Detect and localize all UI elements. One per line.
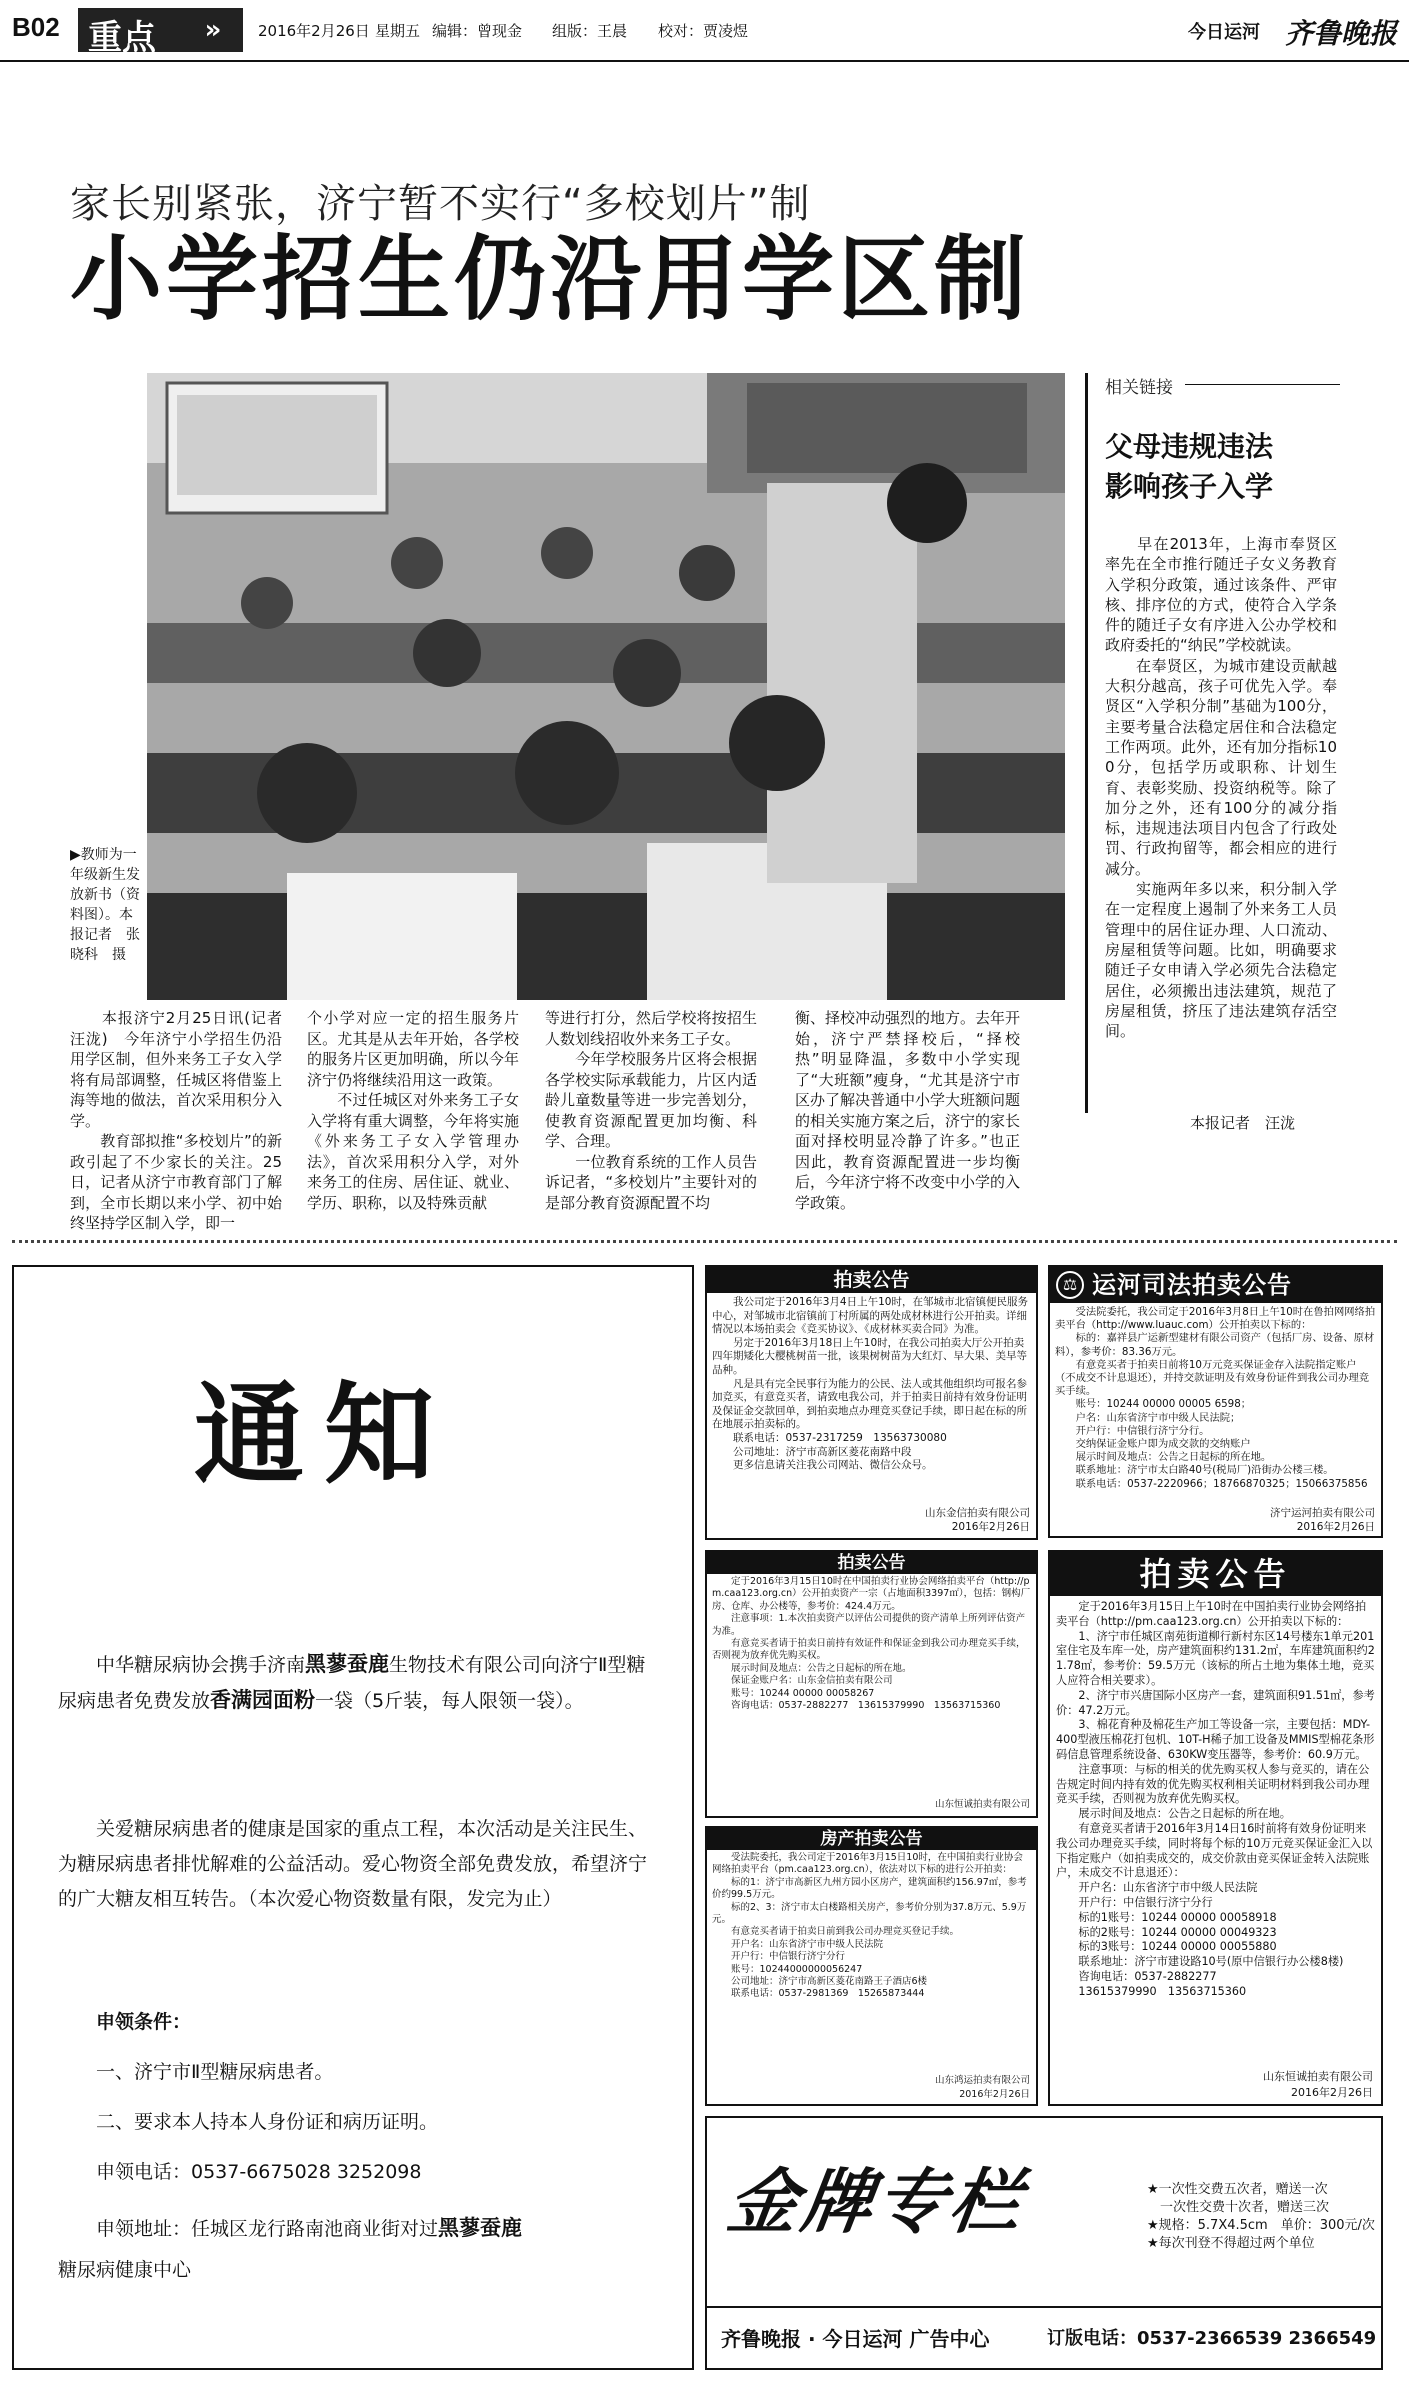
auction-ad-1	[705, 1265, 1038, 1540]
gold-column-title: 金牌专栏	[722, 2160, 1031, 2243]
article-kicker: 家长别紧张，济宁暂不实行“多校划片”制	[70, 181, 811, 227]
notice-condition-1: 一、济宁市Ⅱ型糖尿病患者。	[96, 2061, 334, 2083]
auction-ad-3	[705, 1550, 1038, 1818]
article-col-3: 等进行打分，然后学校将按招生人数划线招收外来务工子女。 今年学校服务片区将会根据各学校实际承载能力，片区内适龄儿童数量等进一步完善划分，使教育资源配置更加均衡、科学、合理。 一位教育系统的工作人员告诉记者，“多校划片”主要针对的是部分教育资源配置不均	[545, 1009, 757, 1212]
article-col-2: 个小学对应一定的招生服务片区。尤其是从去年开始，各学校的服务片区更加明确，所以今年济宁仍将继续沿用这一政策。 不过任城区对外来务工子女入学将有重大调整，今年将实施《外来务工子女入学管理办法》，首次采用积分入学，对外来务工的住房、居住证、就业、学历、职称，以及特殊贡献	[307, 1009, 519, 1212]
gold-column-line-1: ★一次性交费五次者，赠送一次	[1147, 2182, 1328, 2197]
header-section-right: 今日运河	[1188, 22, 1260, 43]
auction-ad-1-body: 我公司定于2016年3月4日上午10时，在邹城市北宿镇便民服务中心，对邹城市北宿镇前丁村所属的两处成材林进行公开拍卖。详细情况以本场拍卖会《竞买协议》、《成材林买卖合同》为准。 另定于2016年3月18日上午10时，在我公司拍卖大厅公开拍卖四年期矮化大樱桃树苗一批，该果树树苗为大红灯、早大果、美早等品种。 凡是具有完全民事行为能力的公民、法人或其他组织均可报名参加竞买，有意竞买者，请致电我公司，并于拍卖日前持有效身份证明及保证金交款回单，到拍卖地点办理竞买登记手续，即日起在标的所在地展示拍卖标的。 联系电话：0537-2317259 13563730080 公司地址：济宁市高新区菱花南路中段 更多信息请关注我公司网站、微信公众号。	[712, 1296, 1028, 1472]
judicial-auction-ad-title: 运河司法拍卖公告	[1092, 1271, 1292, 1299]
property-auction-ad	[705, 1826, 1038, 2106]
property-auction-ad-date: 2016年2月26日	[959, 2089, 1030, 2100]
notice-address: 申领地址：任城区龙行路南池商业街对过黑蓼蚕鹿	[96, 2216, 523, 2240]
gold-column-line-2: 一次性交费十次者，赠送三次	[1147, 2200, 1330, 2215]
notice-paragraph-1: 中华糖尿病协会携手济南黑蓼蚕鹿生物技术有限公司向济宁Ⅱ型糖尿病患者免费发放香满园面粉一袋（5斤装，每人限领一袋）。	[58, 1652, 646, 1712]
page-number: B02	[12, 12, 60, 42]
notice-ad	[12, 1265, 694, 2370]
header-date: 2016年2月26日	[258, 22, 370, 40]
notice-condition-title: 申领条件：	[96, 2011, 192, 2033]
sidebar-byline: 本报记者 汪泷	[1190, 1114, 1296, 1132]
page-header	[0, 0, 1409, 60]
property-auction-ad-title: 房产拍卖公告	[707, 1828, 1036, 1850]
judicial-auction-ad-body: 受法院委托，我公司定于2016年3月8日上午10时在鲁拍网网络拍卖平台（http://www.luauc.com）公开拍卖以下标的： 标的：嘉祥县广运新型建材有限公司资产（包括厂房、设备、原材料），参考价：83.36万元。 有意竞买者于拍卖日前将10万元竞买保证金存入法院指定账户（不成交不计息退还），并持交款证明及有效身份证件到我公司办理竞买手续。 账号：10244 00000 00005 6598； 户名：山东省济宁市中级人民法院； 开户行：中信银行济宁分行。 交纳保证金账户即为成交款的交纳账户 展示时间及地点：公告之日起标的所在地。 联系地址：济宁市太白路40号(税局厂)沿街办公楼三楼。 联系电话：0537-2220966；18766870325；15066375856	[1055, 1306, 1376, 1490]
gavel-icon: ⚖	[1056, 1271, 1084, 1299]
auction-ad-3-body: 定于2016年3月15日10时在中国拍卖行业协会网络拍卖平台（http://pm.caa123.org.cn）公开拍卖资产一宗（占地面积3397㎡），包括：钢构厂房、仓库、办公楼等，参考价：424.4万元。 注意事项：1.本次拍卖资产以评估公司提供的资产清单上所列评估资产为准。 有意竞买者请于拍卖日前持有效证件和保证金到我公司办理竞买手续，否则视为放弃优先购买权。 展示时间及地点：公告之日起标的所在地。 保证金账户名：山东金信拍卖有限公司 账号：10244 00000 00058267 咨询电话：0537-2882277 13615379990 13563715360	[712, 1576, 1031, 1712]
property-auction-ad-sign: 山东鸿运拍卖有限公司	[934, 2075, 1030, 2086]
section-label: 重点	[88, 18, 156, 58]
sidebar-body: 早在2013年，上海市奉贤区率先在全市推行随迁子女义务教育入学积分政策，通过该条件、严审核、排序位的方式，使符合入学条件的随迁子女有序进入公办学校和政府委托的“纳民”学校就读。 在奉贤区，为城市建设贡献越大积分越高，孩子可优先入学。奉贤区“入学积分制”基础为100分，主要考量合法稳定居住和合法稳定工作两项。此外，还有加分指标100分，包括学历或职称、计划生育、表彰奖励、投资纳税等。除了加分之外，还有100分的减分指标，违规违法项目内包含了行政处罚、行政拘留等，都会相应的进行减分。 实施两年多以来，积分制入学在一定程度上遏制了外来务工人员管理中的居住证办理、人口流动、房屋租赁等问题。比如，明确要求随迁子女申请入学必须先合法稳定居住，必须搬出违法建筑，规范了房屋租赁，挤压了违法建筑存活空间。	[1105, 535, 1337, 1041]
judicial-auction-ad-date: 2016年2月26日	[1296, 1521, 1375, 1533]
gold-column-ad	[705, 2116, 1383, 2370]
ad-center-footer: 齐鲁晚报 · 今日运河 广告中心	[721, 2327, 990, 2351]
sidebar-rule	[1085, 373, 1088, 1113]
article-headline: 小学招生仍沿用学区制	[70, 226, 1031, 333]
judicial-auction-ad-sign: 济宁运河拍卖有限公司	[1270, 1507, 1375, 1519]
header-layout: 组版：王晨	[552, 22, 628, 40]
auction-ad-5	[1048, 1550, 1383, 2106]
paper-logo: 齐鲁晚报	[1285, 17, 1398, 50]
header-proof: 校对：贾凌煜	[658, 22, 749, 40]
auction-ad-5-title: 拍卖公告	[1050, 1552, 1381, 1596]
sidebar-title-2: 影响孩子入学	[1105, 470, 1274, 503]
ad-center-phone: 订版电话：0537-2366539 2366549	[1047, 2328, 1377, 2349]
article-col-1: 本报济宁2月25日讯(记者 汪泷) 今年济宁小学招生仍沿用学区制，但外来务工子女入学将有局部调整，任城区将借鉴上海等地的做法，首次采用积分入学。 教育部拟推“多校划片”的新政引起了不少家长的关注。25日，记者从济宁市教育部门了解到，全市长期以来小学、初中始终坚持学区制入学，即一	[70, 1009, 282, 1232]
photo-caption: ▶教师为一年级新生发放新书（资料图）。本报记者 张晓科 摄	[70, 847, 140, 963]
judicial-auction-ad	[1048, 1265, 1383, 1538]
auction-ad-3-title: 拍卖公告	[707, 1552, 1036, 1574]
gold-column-line-4: ★每次刊登不得超过两个单位	[1147, 2236, 1315, 2251]
sidebar-title-1: 父母违规违法	[1105, 430, 1274, 463]
chevron-icon: »	[204, 15, 222, 45]
header-editor: 编辑：曾现金	[432, 22, 523, 40]
auction-ad-1-date: 2016年2月26日	[951, 1521, 1030, 1533]
auction-ad-1-sign: 山东金信拍卖有限公司	[925, 1507, 1030, 1519]
notice-paragraph-2: 关爱糖尿病患者的健康是国家的重点工程，本次活动是关注民生、为糖尿病患者排忧解难的公益活动。爱心物资全部免费发放，希望济宁的广大糖友相互转告。（本次爱心物资数量有限，发完为止）	[58, 1818, 648, 1910]
header-weekday: 星期五	[375, 22, 421, 40]
article-photo	[147, 373, 1065, 1000]
sidebar-tag: 相关链接	[1105, 378, 1173, 398]
section-divider	[12, 1240, 1397, 1246]
auction-ad-1-title: 拍卖公告	[707, 1267, 1036, 1293]
article-col-4: 衡、择校冲动强烈的地方。去年开始，济宁严禁择校后，“择校热”明显降温，多数中小学实现了“大班额”瘦身，“尤其是济宁市区办了解决普通中小学大班额问题的相关实施方案之后，济宁的家长面对择校明显冷静了许多。”也正因此，教育资源配置进一步均衡后，今年济宁将不改变中小学的入学政策。	[795, 1009, 1021, 1212]
notice-phone: 申领电话：0537-6675028 3252098	[96, 2161, 422, 2183]
notice-condition-2: 二、要求本人持本人身份证和病历证明。	[96, 2111, 439, 2133]
auction-ad-5-body: 定于2016年3月15日上午10时在中国拍卖行业协会网络拍卖平台（http://pm.caa123.org.cn）公开拍卖以下标的： 1、济宁市任城区南苑街道柳行新村东区14号楼东1单元201室住宅及车库一处，房产建筑面积约131.2㎡，车库建筑面积约21.78㎡，参考价：59.5万元（该标的所占土地为集体土地，竞买人应符合相关要求）。 2、济宁市兴唐国际小区房产一套，建筑面积91.51㎡，参考价：47.2万元。 3、棉花育种及棉花生产加工等设备一宗，主要包括：MDY-400型液压棉花打包机、10T-H稀子加工设备及MMIS型棉花条形码信息管理系统设备、630KW变压器等，参考价：60.9万元。 注意事项：与标的相关的优先购买权人参与竞买的，请在公告规定时间内持有效的优先购买权利相关证明材料到我公司办理竞买手续，否则视为放弃优先购买权。 展示时间及地点：公告之日起标的所在地。 有意竞买者请于2016年3月14日16时前将有效身份证明来我公司办理竞买手续，同时将每个标的10万元竞买保证金汇入以下指定账户（如拍卖成交的，成交价款由竞买保证金转入法院账户，未成交不计息退还）： 开户名：山东省济宁市中级人民法院 开户行：中信银行济宁分行 标的1账号：10244 00000 00058918 标的2账号：10244 00000 00049323 标的3账号：10244 00000 00055880 联系地址：济宁市建设路10号(原中信银行办公楼8楼) 咨询电话：0537-2882277 13615379990 13563715360	[1056, 1600, 1375, 1998]
property-auction-ad-body: 受法院委托，我公司定于2016年3月15日10时，在中国拍卖行业协会网络拍卖平台（pm.caa123.org.cn），依法对以下标的进行公开拍卖： 标的1：济宁市高新区九州方园小区房产，建筑面积约156.97㎡，参考价约99.5万元。 标的2、3：济宁市太白楼路相关房产，参考价分别为37.8万元、5.9万元。 有意竞买者请于拍卖日前到我公司办理竞买登记手续。 开户名：山东省济宁市中级人民法院 开户行：中信银行济宁分行 账号：10244000000056247 公司地址：济宁市高新区菱花南路王子酒店6楼 联系电话：0537-2981369 15265873444	[712, 1852, 1027, 2000]
gold-column-line-3: ★规格：5.7X4.5cm 单价：300元/次	[1147, 2218, 1375, 2233]
notice-address-2: 糖尿病健康中心	[58, 2259, 192, 2281]
auction-ad-5-sign: 山东恒诚拍卖有限公司	[1263, 2070, 1373, 2083]
auction-ad-3-sign: 山东恒诚拍卖有限公司	[934, 1799, 1030, 1810]
auction-ad-5-date: 2016年2月26日	[1291, 2086, 1373, 2099]
notice-title: 通知	[194, 1370, 454, 1499]
